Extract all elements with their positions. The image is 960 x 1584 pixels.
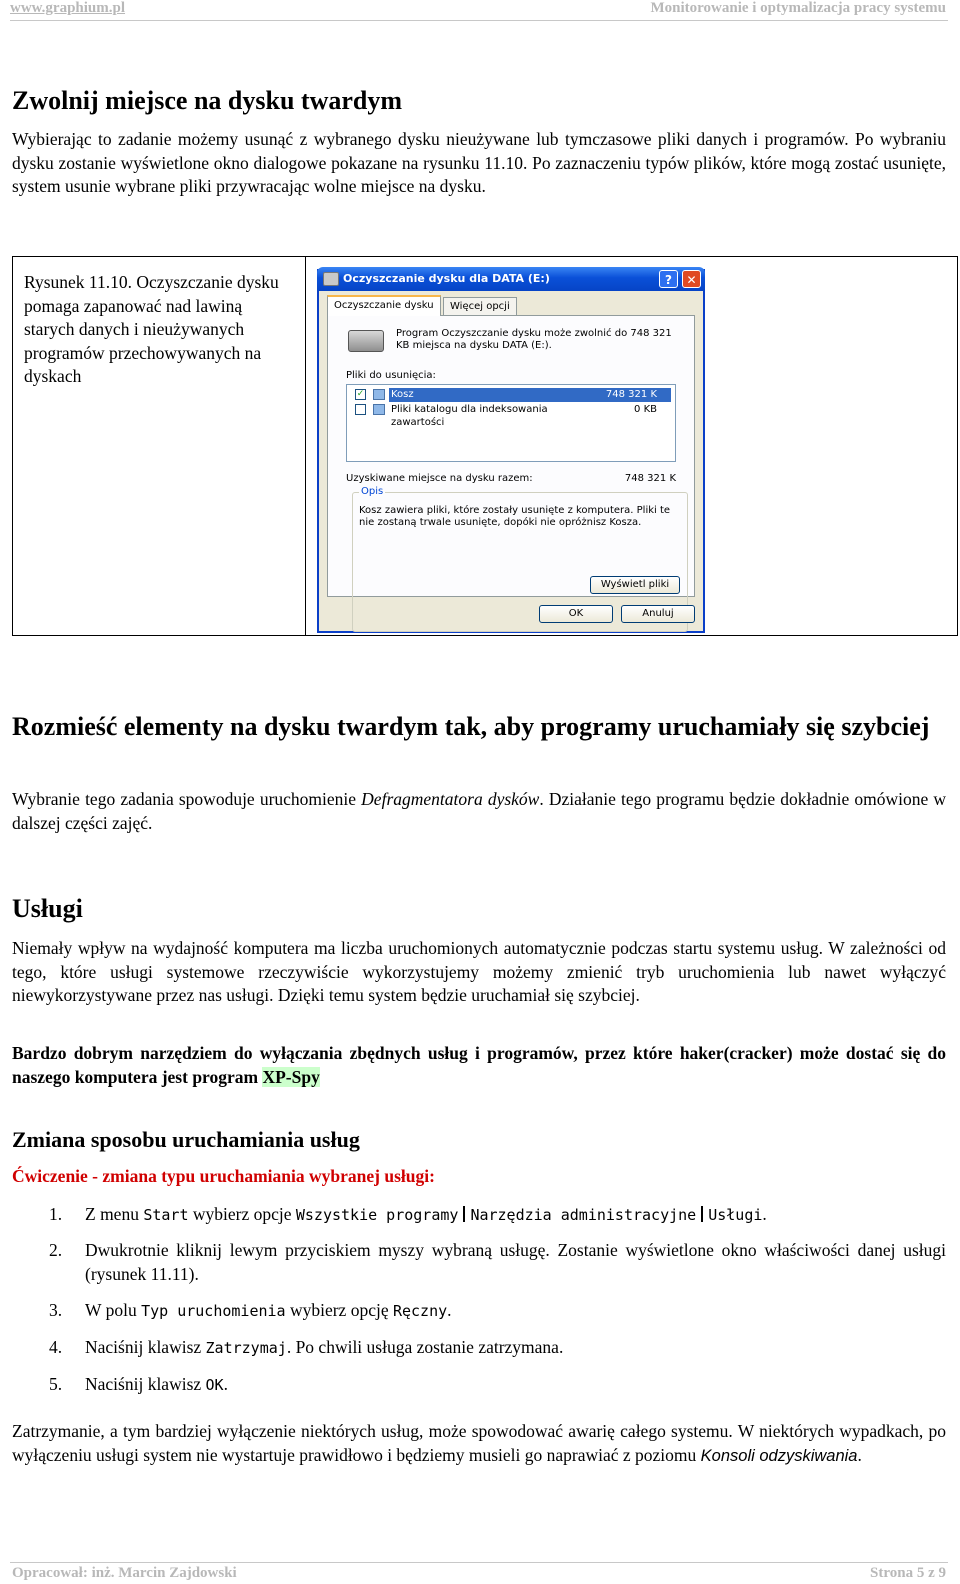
cancel-button[interactable]: Anuluj [621,605,695,623]
site-link[interactable]: www.graphium.pl [10,0,126,16]
closing-paragraph: Zatrzymanie, a tym bardziej wyłączenie niektórych usług, może spowodować awarię całego systemu. W niektórych wypadkach, po wyłączeniu usługi system nie wystartuje prawidłowo i będziemy musieli go naprawiać z poziomu Konsoli odzyskiwania. [12,1421,946,1465]
drive-icon [323,272,339,286]
step-number: 4. [49,1337,63,1357]
defrag-text-start: Wybranie tego zadania spowoduje uruchomienie [12,789,362,809]
step-text: Z menu Start wybierz opcje Wszystkie programy Narzędzia administracyjne Usługi. [85,1204,767,1224]
step-text: W polu Typ uruchomienia wybierz opcję Ręczny. [85,1300,452,1320]
cleanup-description: Program Oczyszczanie dysku może zwolnić do 748 321 KB miejsca na dysku DATA (E:). [396,328,672,351]
close-button[interactable]: ✕ [682,270,701,288]
exercise-title: Ćwiczenie - zmiana typu uruchamiania wybranej usługi: [12,1166,435,1186]
list-item[interactable] [351,403,671,428]
section-heading-startup-type: Zmiana sposobu uruchamiania usług [12,1127,360,1152]
step-number: 3. [49,1300,63,1320]
footer-author: Opracował: inż. Marcin Zajdowski [12,1565,237,1581]
footer-page-number: Strona 5 z 9 [870,1565,946,1581]
section-paragraph-services: Niemały wpływ na wydajność komputera ma liczba uruchomionych automatycznie podczas startu systemu usług. W zależności od tego, które usługi systemowe rzeczywiście wykorzystujemy możemy zmienić tryb uruchomienia lub nawet wyłączyć niewykorzystywane przez nas usługi. Dzięki temu system będzie uruchamiał się szybciej. [12,938,946,1005]
help-button[interactable]: ? [659,270,678,288]
step-number: 1. [49,1204,63,1224]
file-type-label: Kosz [391,389,414,400]
folder-icon [373,404,385,415]
recovery-console-name: Konsoli odzyskiwania [700,1446,858,1465]
disk-cleanup-dialog [317,269,705,633]
services-tool-note [12,1042,946,1089]
hard-drive-icon [348,330,384,352]
description-text: Kosz zawiera pliki, które zostały usunięte z komputera. Pliki te nie zostaną trwale usunięte, dopóki nie opróżnisz Kosza. [359,505,671,528]
figure-caption: Rysunek 11.10. Oczyszczanie dysku pomaga zapanować nad lawiną starych danych i nieużywanych programów przechowywanych na dyskach [24,272,279,386]
checkbox-index-files[interactable] [355,404,366,415]
file-type-size: 0 KB [634,404,657,415]
menu-separator [701,1206,703,1222]
file-type-label: Pliki katalogu dla indeksowania zawartości [391,404,548,428]
menu-separator [463,1206,465,1222]
files-to-delete-label: Pliki do usunięcia: [346,370,436,381]
section-paragraph-defrag [12,788,946,835]
defrag-text-end: . Działanie tego programu będzie dokładnie omówione w dalszej części zajęć. [12,789,946,833]
header-divider [10,20,948,21]
ok-button[interactable]: OK [539,605,613,623]
dialog-titlebar [317,267,705,291]
step-text: Dwukrotnie kliknij lewym przyciskiem myszy wybraną usługę. Zostanie wyświetlone okno właściwości danej usługi (rysunek 11.11). [85,1240,946,1284]
figure-11-10 [12,256,958,636]
xp-spy-highlight: XP-Spy [262,1066,320,1087]
show-files-button[interactable]: Wyświetl pliki [590,576,680,594]
tool-note-text: Bardzo dobrym narzędziem do wyłączania zbędnych usług i programów, przez które haker(cracker) może dostać się do naszego komputera jest program [12,1043,946,1087]
list-item[interactable] [351,388,671,402]
description-group-label: Opis [361,486,384,497]
dialog-title: Oczyszczanie dysku dla DATA (E:) [343,272,550,285]
space-gain-value: 748 321 K [624,473,676,484]
step-number: 2. [49,1240,63,1260]
dialog-panel [327,315,695,597]
figure-divider [305,257,306,635]
section-heading-free-space: Zwolnij miejsce na dysku twardym [12,86,403,115]
step-text: Naciśnij klawisz OK. [85,1374,228,1394]
section-heading-defrag: Rozmieść elementy na dysku twardym tak, aby programy uruchamiały się szybciej [12,712,930,741]
checkbox-recycle-bin[interactable]: ✓ [356,389,365,399]
recycle-bin-icon [373,389,385,400]
tab-disk-cleanup[interactable]: Oczyszczanie dysku [327,295,441,316]
footer-divider [10,1562,948,1563]
file-type-size: 748 321 K [605,389,657,400]
step-text: Naciśnij klawisz Zatrzymaj. Po chwili usługa zostanie zatrzymana. [85,1337,564,1357]
section-paragraph-free-space: Wybierając to zadanie możemy usunąć z wybranego dysku nieużywane lub tymczasowe pliki danych i programów. Po wybraniu dysku zostanie wyświetlone okno dialogowe pokazane na rysunku 11.10. Po zaznaczeniu typów plików, które mogą zostać usunięte, system usunie wybrane pliki przywracając wolne miejsce na dysku. [12,129,946,196]
defrag-program-name: Defragmentatora dysków [361,789,540,809]
space-gain-label: Uzyskiwane miejsce na dysku razem: [346,473,533,484]
header-title: Monitorowanie i optymalizacja pracy systemu [650,0,946,16]
step-number: 5. [49,1374,63,1394]
section-heading-services: Usługi [12,894,83,923]
files-list [346,384,676,462]
tab-more-options[interactable]: Więcej opcji [443,297,517,315]
